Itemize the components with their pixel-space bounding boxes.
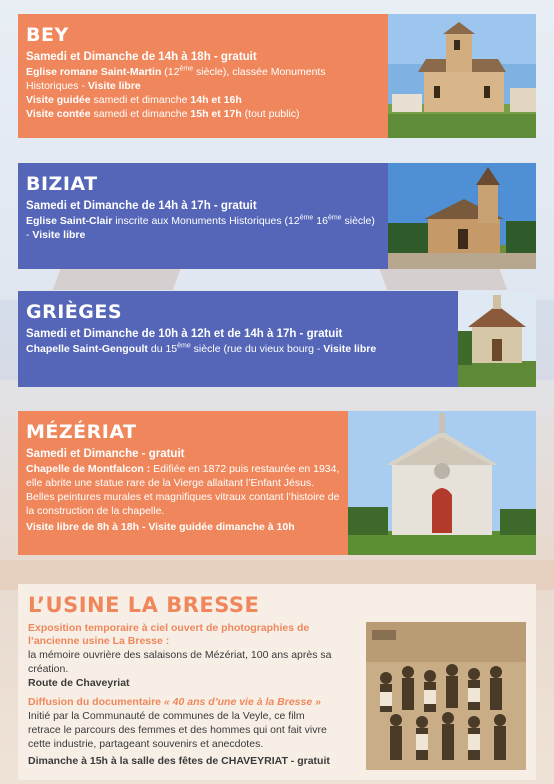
bey-church-photo [388,14,536,138]
mezeriat-visits: Visite libre de 8h à 18h - Visite guidée dimanche à 10h [26,521,295,533]
bey-church-desc: Eglise romane Saint-Martin (12ème siècle), classée Monuments Historiques - Visite libre [26,65,326,92]
biziat-church-desc: Eglise Saint-Clair inscrite aux Monuments Historiques (12ème 16ème siècle) - Visite libre [26,214,375,241]
usine-expo-place: Route de Chaveyriat [28,677,130,689]
usine-doc-text: Initié par la Communauté de communes de la Veyle, ce film retrace le parcours des femmes et des hommes qui ont fait vivre cette industrie, partageant souvenirs et anecdotes. [28,710,327,750]
usine-doc-heading: Diffusion du documentaire « 40 ans d’une vie à la Bresse » [28,696,321,708]
biziat-schedule: Samedi et Dimanche de 14h à 17h - gratuit [26,200,257,212]
bey-title: BEY [26,24,69,46]
grieges-schedule: Samedi et Dimanche de 10h à 12h et de 14h à 17h - gratuit [26,328,343,340]
grieges-title: GRIÈGES [26,301,123,323]
usine-expo-heading: Exposition temporaire à ciel ouvert de photographies de l’ancienne usine La Bresse : [28,622,310,647]
grieges-chapel-desc: Chapelle Saint-Gengoult du 15ème siècle (rue du vieux bourg - Visite libre [26,342,377,355]
usine-card [18,584,536,780]
mezeriat-chapel-desc: Chapelle de Montfalcon : Edifiée en 1872 puis restaurée en 1934, elle abrite une statue rare de la Vierge allaitant l’Enfant Jésus. Belles peintures murales et magnifiques vitraux contant l’histoire de la construction de la chapelle. [26,463,340,517]
grieges-chapel-photo [458,291,536,387]
mezeriat-chapel-photo [348,411,536,555]
usine-expo-text: la mémoire ouvrière des salaisons de Mézériat, 100 ans après sa création. [28,649,332,675]
biziat-title: BIZIAT [26,173,98,195]
usine-doc-when: Dimanche à 15h à la salle des fêtes de CHAVEYRIAT - gratuit [28,755,330,767]
bey-schedule: Samedi et Dimanche de 14h à 18h - gratuit [26,51,257,63]
bey-card [18,14,536,138]
mezeriat-schedule: Samedi et Dimanche - gratuit [26,448,185,460]
biziat-church-photo [388,163,536,269]
bey-guided-visit: Visite guidée samedi et dimanche 14h et 16h [26,94,242,106]
mezeriat-title: MÉZÉRIAT [26,421,137,443]
biziat-card [18,163,536,269]
bey-told-visit: Visite contée samedi et dimanche 15h et 17h (tout public) [26,108,300,120]
grieges-card [18,291,536,387]
usine-historic-photo [366,622,526,770]
usine-title: L’USINE LA BRESSE [28,593,260,617]
mezeriat-card [18,411,536,555]
